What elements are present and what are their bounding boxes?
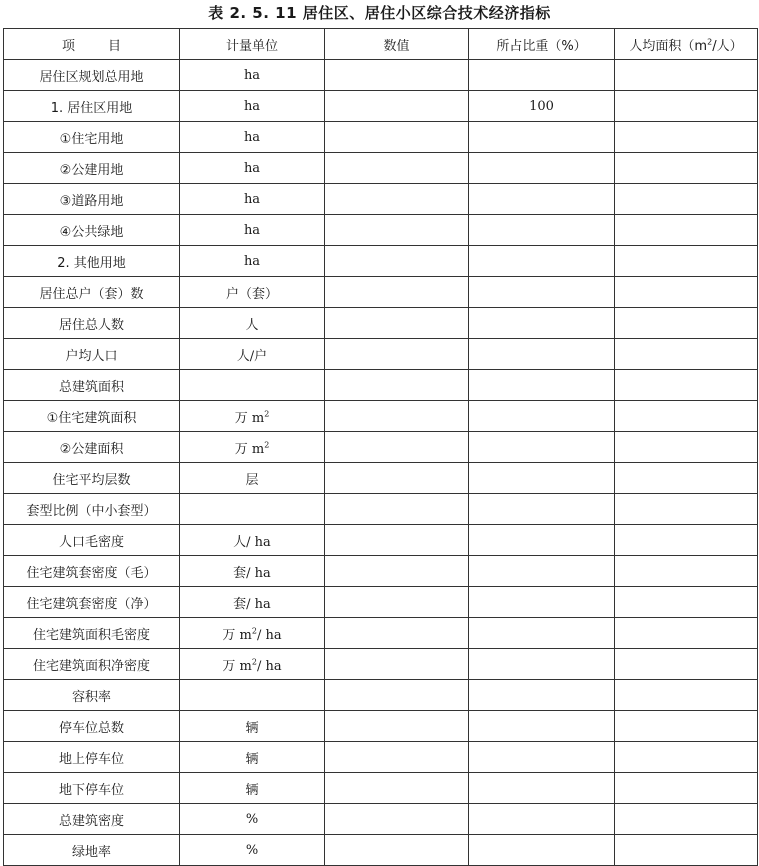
cell-value	[325, 525, 469, 556]
table-row	[4, 556, 758, 587]
table-row	[4, 122, 758, 153]
cell-per-capita	[615, 308, 758, 339]
cell-value	[325, 91, 469, 122]
cell-unit-sup: 2	[251, 657, 257, 667]
cell-ratio	[469, 711, 615, 742]
cell-item: 套型比例（中小套型）	[4, 494, 180, 525]
table-row	[4, 680, 758, 711]
cell-item: 住宅建筑面积毛密度	[4, 618, 180, 649]
cell-value	[325, 60, 469, 91]
cell-per-capita	[615, 680, 758, 711]
cell-item: 住宅建筑面积净密度	[4, 649, 180, 680]
cell-per-capita	[615, 184, 758, 215]
cell-per-capita	[615, 742, 758, 773]
table-row	[4, 277, 758, 308]
cell-value	[325, 153, 469, 184]
cell-ratio	[469, 401, 615, 432]
cell-value	[325, 215, 469, 246]
cell-item: ①住宅用地	[4, 122, 180, 153]
cell-value	[325, 184, 469, 215]
cell-unit-text: ha	[243, 129, 261, 145]
cell-item: 1. 居住区用地	[4, 91, 180, 122]
cell-unit-sup: 2	[264, 440, 270, 450]
table-row	[4, 339, 758, 370]
cell-ratio	[469, 587, 615, 618]
cell-per-capita	[615, 556, 758, 587]
cell-item: 绿地率	[4, 835, 180, 866]
cell-per-capita	[615, 91, 758, 122]
cell-item: 住宅建筑套密度（毛）	[4, 556, 180, 587]
table-body	[4, 60, 758, 866]
cell-per-capita	[615, 835, 758, 866]
cell-item: 2. 其他用地	[4, 246, 180, 277]
cell-ratio	[469, 122, 615, 153]
cell-unit	[180, 556, 325, 587]
cell-unit	[180, 587, 325, 618]
cell-ratio: 100	[469, 91, 615, 122]
cell-per-capita	[615, 525, 758, 556]
cell-unit-suffix: / ha	[256, 658, 282, 674]
cell-per-capita	[615, 463, 758, 494]
cell-unit	[180, 525, 325, 556]
cell-item: 住宅平均层数	[4, 463, 180, 494]
cell-unit-text: 户（套）	[225, 286, 278, 302]
cell-value	[325, 680, 469, 711]
cell-per-capita	[615, 339, 758, 370]
cell-unit-text: 万 m	[234, 410, 265, 426]
header-ratio: 所占比重（%）	[469, 29, 615, 60]
cell-unit	[180, 401, 325, 432]
cell-unit-text: 辆	[245, 720, 259, 736]
table-row	[4, 463, 758, 494]
cell-ratio	[469, 308, 615, 339]
cell-value	[325, 556, 469, 587]
cell-item: 户均人口	[4, 339, 180, 370]
table-row	[4, 525, 758, 556]
cell-value	[325, 122, 469, 153]
cell-unit	[180, 773, 325, 804]
cell-unit	[180, 153, 325, 184]
table-row	[4, 773, 758, 804]
table-row	[4, 60, 758, 91]
cell-unit-text: ha	[243, 222, 261, 238]
cell-unit-text: 人/户	[236, 348, 268, 364]
cell-item: 地上停车位	[4, 742, 180, 773]
cell-value	[325, 711, 469, 742]
header-per-capita-post: /人）	[712, 38, 743, 54]
cell-per-capita	[615, 122, 758, 153]
cell-ratio	[469, 184, 615, 215]
cell-ratio	[469, 463, 615, 494]
cell-ratio	[469, 742, 615, 773]
cell-unit-text: 层	[245, 472, 259, 488]
cell-ratio	[469, 804, 615, 835]
cell-unit	[180, 711, 325, 742]
cell-value	[325, 618, 469, 649]
cell-per-capita	[615, 246, 758, 277]
cell-unit-text: 人/ ha	[233, 534, 271, 550]
cell-ratio	[469, 680, 615, 711]
cell-value	[325, 494, 469, 525]
cell-value	[325, 773, 469, 804]
cell-per-capita	[615, 804, 758, 835]
cell-unit	[180, 618, 325, 649]
cell-unit	[180, 215, 325, 246]
table-row	[4, 804, 758, 835]
cell-unit-text: 万 m	[234, 441, 265, 457]
cell-item: ①住宅建筑面积	[4, 401, 180, 432]
cell-per-capita	[615, 587, 758, 618]
header-item: 项 目	[4, 29, 180, 60]
cell-value	[325, 432, 469, 463]
cell-unit-text: ha	[243, 67, 261, 83]
cell-item: 居住总人数	[4, 308, 180, 339]
cell-unit	[180, 184, 325, 215]
cell-unit-sup: 2	[264, 409, 270, 419]
header-per-capita	[615, 29, 758, 60]
cell-value	[325, 835, 469, 866]
cell-item: 总建筑面积	[4, 370, 180, 401]
cell-unit	[180, 432, 325, 463]
cell-ratio	[469, 370, 615, 401]
cell-item: 人口毛密度	[4, 525, 180, 556]
cell-unit-text: %	[245, 842, 259, 858]
cell-ratio	[469, 339, 615, 370]
cell-unit-text: %	[245, 811, 259, 827]
cell-value	[325, 277, 469, 308]
table-row	[4, 91, 758, 122]
table-row	[4, 587, 758, 618]
cell-per-capita	[615, 618, 758, 649]
table-row	[4, 649, 758, 680]
cell-value	[325, 401, 469, 432]
cell-unit-text: 辆	[245, 782, 259, 798]
table-row	[4, 153, 758, 184]
table-row	[4, 184, 758, 215]
cell-unit-text: 人	[245, 317, 259, 333]
cell-ratio	[469, 432, 615, 463]
cell-unit	[180, 680, 325, 711]
indicator-table	[3, 28, 758, 866]
cell-value	[325, 370, 469, 401]
cell-unit	[180, 742, 325, 773]
cell-unit-text: 万 m	[222, 627, 252, 643]
cell-unit	[180, 463, 325, 494]
cell-unit	[180, 246, 325, 277]
cell-item: 停车位总数	[4, 711, 180, 742]
cell-value	[325, 587, 469, 618]
cell-item: 地下停车位	[4, 773, 180, 804]
cell-unit	[180, 122, 325, 153]
cell-unit	[180, 308, 325, 339]
cell-item: 居住总户（套）数	[4, 277, 180, 308]
cell-per-capita	[615, 215, 758, 246]
cell-unit	[180, 60, 325, 91]
cell-ratio	[469, 277, 615, 308]
cell-ratio	[469, 556, 615, 587]
cell-per-capita	[615, 773, 758, 804]
cell-ratio	[469, 494, 615, 525]
cell-ratio	[469, 525, 615, 556]
header-unit: 计量单位	[180, 29, 325, 60]
cell-ratio	[469, 835, 615, 866]
cell-unit	[180, 91, 325, 122]
cell-item: ②公建用地	[4, 153, 180, 184]
table-header-row	[4, 29, 758, 60]
cell-item: 居住区规划总用地	[4, 60, 180, 91]
cell-per-capita	[615, 649, 758, 680]
table-row	[4, 401, 758, 432]
header-per-capita-sup: 2	[707, 37, 713, 47]
table-row	[4, 711, 758, 742]
cell-per-capita	[615, 60, 758, 91]
table-row	[4, 494, 758, 525]
cell-value	[325, 339, 469, 370]
cell-ratio	[469, 153, 615, 184]
cell-unit-text: ha	[243, 253, 261, 269]
table-row	[4, 432, 758, 463]
cell-per-capita	[615, 153, 758, 184]
header-value: 数值	[325, 29, 469, 60]
cell-item: ③道路用地	[4, 184, 180, 215]
cell-ratio	[469, 215, 615, 246]
cell-value	[325, 742, 469, 773]
cell-per-capita	[615, 432, 758, 463]
cell-ratio	[469, 618, 615, 649]
cell-ratio	[469, 649, 615, 680]
cell-unit-text: 辆	[245, 751, 259, 767]
cell-unit	[180, 339, 325, 370]
cell-per-capita	[615, 711, 758, 742]
cell-unit	[180, 494, 325, 525]
cell-value	[325, 246, 469, 277]
cell-unit-text: 套/ ha	[233, 565, 271, 581]
cell-item: ④公共绿地	[4, 215, 180, 246]
table-row	[4, 835, 758, 866]
table-row	[4, 742, 758, 773]
cell-item: 总建筑密度	[4, 804, 180, 835]
cell-item: 容积率	[4, 680, 180, 711]
table-row	[4, 370, 758, 401]
header-per-capita-pre: 人均面积（m	[629, 38, 708, 54]
cell-unit	[180, 804, 325, 835]
cell-unit	[180, 835, 325, 866]
cell-item: ②公建面积	[4, 432, 180, 463]
cell-per-capita	[615, 401, 758, 432]
table-row	[4, 618, 758, 649]
cell-per-capita	[615, 494, 758, 525]
cell-ratio	[469, 773, 615, 804]
table-row	[4, 215, 758, 246]
cell-value	[325, 804, 469, 835]
cell-ratio	[469, 246, 615, 277]
cell-unit-text: 套/ ha	[233, 596, 271, 612]
table-title: 表 2. 5. 11 居住区、居住小区综合技术经济指标	[208, 4, 551, 22]
cell-value	[325, 463, 469, 494]
cell-per-capita	[615, 277, 758, 308]
table-row	[4, 308, 758, 339]
cell-unit-text: ha	[243, 98, 261, 114]
cell-ratio	[469, 60, 615, 91]
cell-unit-text: ha	[243, 191, 261, 207]
cell-unit	[180, 370, 325, 401]
table-row	[4, 246, 758, 277]
cell-unit-suffix: / ha	[256, 627, 282, 643]
cell-unit	[180, 277, 325, 308]
cell-unit-text: ha	[243, 160, 261, 176]
cell-unit-text: 万 m	[222, 658, 252, 674]
cell-per-capita	[615, 370, 758, 401]
cell-value	[325, 308, 469, 339]
cell-item: 住宅建筑套密度（净）	[4, 587, 180, 618]
cell-unit	[180, 649, 325, 680]
cell-unit-sup: 2	[251, 626, 257, 636]
cell-value	[325, 649, 469, 680]
